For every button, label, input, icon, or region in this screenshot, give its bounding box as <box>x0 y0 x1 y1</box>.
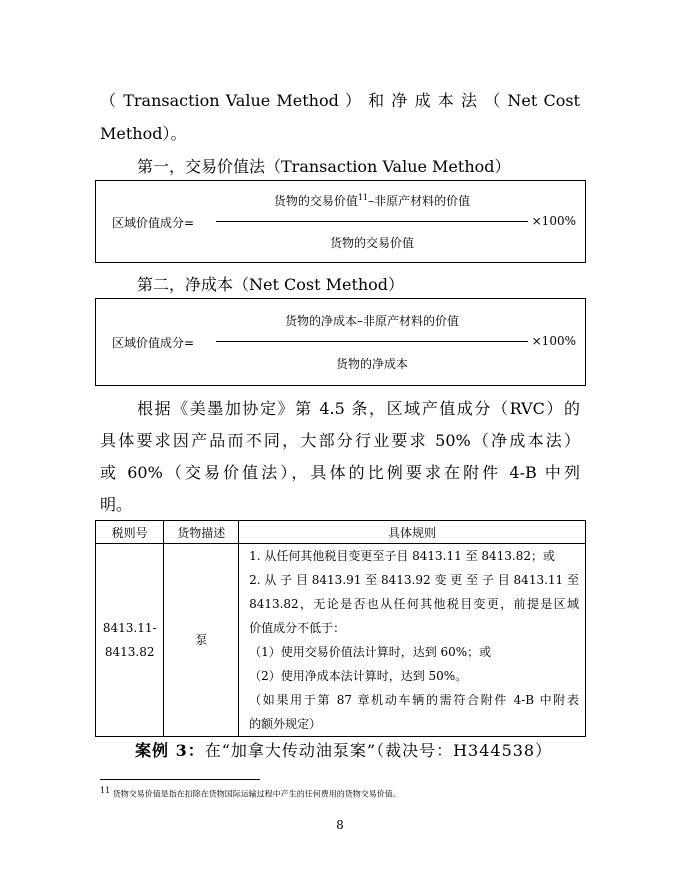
case-3-heading <box>135 736 552 766</box>
header-specific-rules: 具体规则 <box>239 521 586 544</box>
formula2-fraction-line <box>216 341 528 342</box>
cell-specific-rules <box>239 544 586 737</box>
tariff-number-line-2: 8413.82 <box>104 645 155 659</box>
cell-tariff-number <box>96 544 164 737</box>
intro-line-2: Method）。 <box>100 124 187 143</box>
rules-table <box>95 520 586 737</box>
cell-goods-description: 泵 <box>164 544 239 737</box>
formula-box-net-cost <box>95 298 586 386</box>
footnote-ref: 11 <box>357 193 369 202</box>
formula1-fraction-line <box>216 221 528 222</box>
footnote-number: 11 <box>100 786 111 795</box>
formula1-numerator-part-b: –非原产材料的价值 <box>368 194 471 208</box>
rule-line: 8413.82，无论是否也从任何其他税目变更，前提是区域 <box>249 597 579 611</box>
formula-box-transaction-value <box>95 180 586 263</box>
formula1-lhs: 区域价值成分= <box>112 216 195 230</box>
formula2-denominator: 货物的净成本 <box>335 357 408 371</box>
formula1-numerator-part-a: 货物的交易价值 <box>273 194 358 208</box>
footnote <box>100 786 401 800</box>
table-header-row <box>96 521 586 544</box>
footnote-text: 货物交易价值是指在扣除在货物国际运输过程中产生的任何费用的货物交易价值。 <box>112 789 401 799</box>
formula1-multiplier: ×100% <box>531 214 576 228</box>
page-number: 8 <box>336 818 344 832</box>
paragraph-line-1: 根据《美墨加协定》第 4.5 条，区域产值成分（RVC）的 <box>137 399 580 418</box>
rule-line: （1）使用交易价值法计算时，达到 60%；或 <box>249 645 492 659</box>
tariff-number-line-1: 8413.11- <box>102 621 157 635</box>
intro-line-1: （ Transaction Value Method ） 和 净 成 本 法 （ Net Cost <box>100 91 580 110</box>
method2-heading: 第二，净成本（Net Cost Method） <box>137 275 405 294</box>
formula1-numerator <box>216 192 528 209</box>
rule-line: 的额外规定） <box>249 717 322 731</box>
formula2-lhs: 区域价值成分= <box>112 336 195 350</box>
rule-line: 2. 从 子 目 8413.91 至 8413.92 变 更 至 子 目 8413.11 至 <box>249 573 579 587</box>
case-3-title: 在“加拿大传动油泵案”（裁决号：H344538） <box>204 741 553 760</box>
rule-line: （如果用于第 87 章机动车辆的需符合附件 4-B 中附表 <box>249 693 579 707</box>
formula2-multiplier: ×100% <box>531 334 576 348</box>
footnote-separator <box>100 779 260 780</box>
formula1-denominator: 货物的交易价值 <box>329 236 414 250</box>
paragraph-line-4: 明。 <box>100 495 133 514</box>
header-tariff-number: 税则号 <box>96 521 164 544</box>
rule-line: 价值成分不低于： <box>249 621 346 635</box>
rule-line: 1. 从任何其他税目变更至子目 8413.11 至 8413.82；或 <box>249 549 556 563</box>
formula2-numerator: 货物的净成本–非原产材料的价值 <box>284 314 459 328</box>
table-row <box>96 544 586 737</box>
paragraph-line-2: 具体要求因产品而不同，大部分行业要求 50%（净成本法） <box>100 431 580 450</box>
method1-heading: 第一，交易价值法（Transaction Value Method） <box>137 157 511 176</box>
rule-line: （2）使用净成本法计算时，达到 50%。 <box>249 669 468 683</box>
header-goods-description: 货物描述 <box>164 521 239 544</box>
case-3-label: 案例 3： <box>135 741 205 760</box>
paragraph-line-3: 或 60%（交易价值法），具体的比例要求在附件 4-B 中列 <box>100 463 580 482</box>
